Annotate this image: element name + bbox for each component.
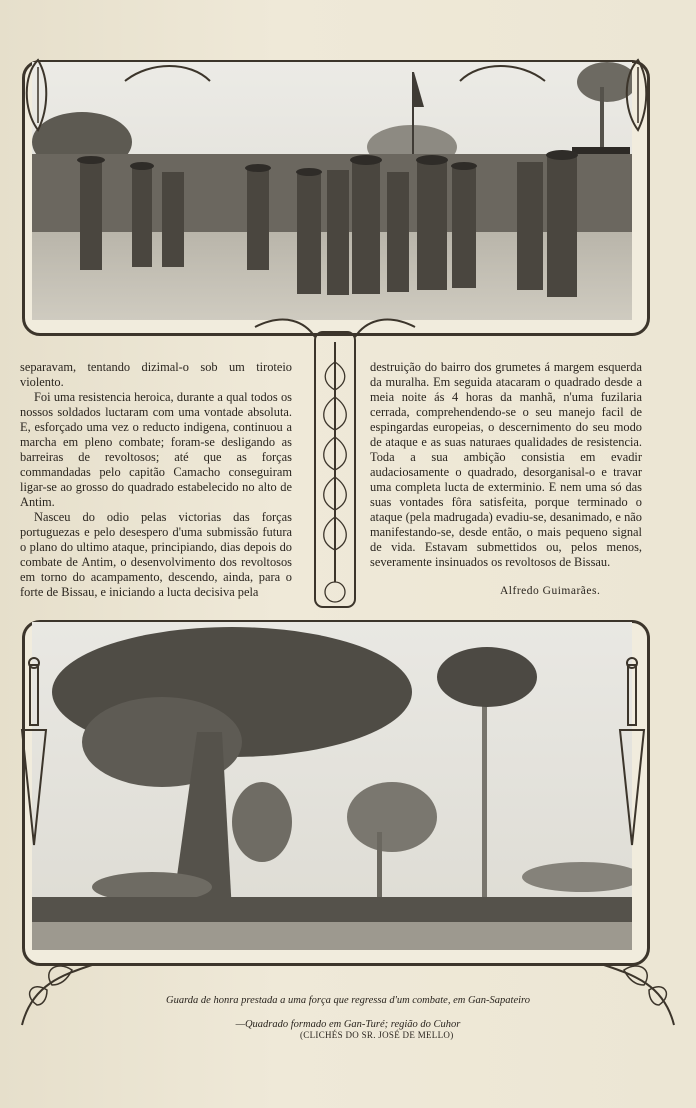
bottom-left-leaf-ornament — [12, 945, 122, 1035]
top-right-ornament — [618, 55, 658, 135]
soldiers-photo — [32, 62, 632, 320]
right-dagger-ornament — [612, 655, 652, 855]
paragraph: separavam, tentando dizimal-o sob um tiroteio violento. — [20, 360, 292, 389]
top-center-ornament — [120, 56, 550, 86]
top-photo — [32, 62, 632, 320]
camp-landscape-photo — [32, 622, 632, 950]
bottom-right-leaf-ornament — [574, 945, 684, 1035]
paragraph: destruição do bairro dos grumetes á margem esquerda da muralha. Em seguida atacaram o quadrado desde a meia noite ás 4 horas da manhã, n'uma fuzilaria cerrada, comprehendendo-se o seu manejo facil de espingardas europeias, o descernimento do seu modo de ataque e as suas naturaes qualidades de resistencia. Toda a sua ambição consistia em evadir audaciosamente o quadrado, desorganisal-o e travar uma completa lucta de exterminio. E nem uma só das suas vontades fôra satisfeita, porque terminado o ataque (pela madrugada) evadiu-se, desanimado, e não manifestando-se, desde então, o mais pequeno signal de vida. Estavam submettidos ou, pelos menos, severamente insinuados os revoltosos de Bissau. — [370, 360, 642, 569]
paragraph: Nasceu do odio pelas victorias das forças portuguezas e pelo desespero d'uma submissão futura o plano do ultimo ataque, principiando, dias depois do combate de Antim, o desenvolvimento dos revoltosos em torno do acampamento, descendo, ainda, para o forte de Bissau, e iniciando a lucta decisiva pela — [20, 510, 292, 599]
top-left-ornament — [18, 55, 58, 135]
bottom-photo — [32, 622, 632, 950]
left-dagger-ornament — [14, 655, 54, 855]
author-signature: Alfredo Guimarães. — [500, 585, 601, 597]
paragraph: Foi uma resistencia heroica, durante a qual todos os nossos soldados luctaram com uma vontade absoluta. E, esforçado uma vez o reducto indigena, continuou a marcha em pleno combate; foram-se desligando as barreiras de revoltosos; até que as forças commandadas pelo capitão Camacho conseguiram ligar-se ao grosso do quadrado estabelecido no alto de Antim. — [20, 390, 292, 509]
photo-credit: (CLICHÉS DO SR. JOSÉ DE MELLO) — [300, 1030, 454, 1040]
text-column-left — [20, 360, 292, 600]
photo-caption-line1: Guarda de honra prestada a uma força que regressa d'um combate, em Gan-Sapateiro — [166, 995, 530, 1006]
text-column-right — [370, 360, 642, 570]
photo-caption-line2: —Quadrado formado em Gan-Turé; região do Cuhor — [235, 1019, 461, 1030]
